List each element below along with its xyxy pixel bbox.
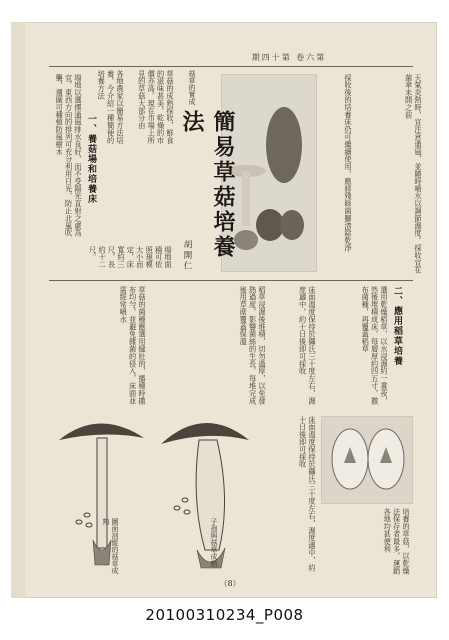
section-two-text-2: 床面溫度保持於攝氏三十度左右，濕度適中，約十日後即可採收: [298, 286, 317, 405]
right-column-text-2: 採收後的培養床仍可繼續使用，應將殘餘菌腳清除乾淨: [344, 74, 353, 252]
right-column-text: 天氣炎熱時，宜注意通風，並隨時噴水以調節濕度。採收宜在菌傘未開之前: [404, 74, 423, 274]
middle-text-2: 草菇的菌種應選用健壯的，播種時撒布均勻，並避免雜菌的侵入，床面並需經常噴水: [119, 286, 147, 405]
section-two-text: 選用乾燥稻草，以水浸濕約一晝夜，然後堆積成床，每層厚約四五寸，撒布菌種，再覆蓋稻草: [361, 286, 389, 405]
header-rule: [49, 66, 413, 67]
section-one-text: 場地以選擇通風排水良好，而不受陽光直射之處為宜，東西方向的排列可充分利用日光，防止北風吹襲，週圍可種植防風樹木: [55, 74, 83, 237]
archive-id: 20100310234_P008: [145, 606, 304, 624]
issue-header: 期四十第 卷六第: [251, 53, 327, 62]
cross-section-photo: [321, 416, 413, 504]
section-two-heading: 二、應用稻草培養: [392, 286, 402, 366]
intro-text-2: 各地農家以簡易方法培養，今介紹一種簡便的培養方法: [97, 70, 125, 144]
middle-rule: [49, 280, 413, 281]
middle-text: 稻草浸濕後堆積，切勿過厚，以免發熱過度，影響菌絲的生長。每堆完成後用草蓆覆蓋保溫: [239, 286, 267, 405]
scanned-page: [11, 22, 437, 598]
photo-caption: 菇草的實成: [188, 70, 196, 105]
section-one-text-2: 場地面積可依照規模大小而定，床寬約三尺，長約十二尺。: [88, 246, 173, 269]
article-author: 胡開仁: [182, 240, 192, 272]
binder-margin: [11, 22, 25, 598]
bottom-right-text: 培養的草菇，以乾燥法保存者最多，運銷各地均甚便利: [383, 508, 411, 575]
mushroom-diagram: [49, 410, 249, 575]
magazine-page: [29, 30, 431, 592]
section-one-heading: 一、養菇場和培養床: [86, 114, 96, 204]
article-title: 簡易草菇培養法: [179, 110, 236, 260]
diagram-caption-2: 子孢與菇草成熟: [210, 518, 218, 567]
page-number: （8）: [219, 579, 241, 588]
bottom-middle-text: 床面溫度保持於攝氏三十度左右，濕度適中，約十日後即可採收: [298, 416, 317, 572]
diagram-caption: 圖面剖縱的菇草成熟: [102, 518, 119, 574]
intro-text: 草菇的成熟採收，鮮食的滋味甚美，乾燥的市價亦高。現在市場上所見的草菇大部分由: [137, 70, 175, 144]
